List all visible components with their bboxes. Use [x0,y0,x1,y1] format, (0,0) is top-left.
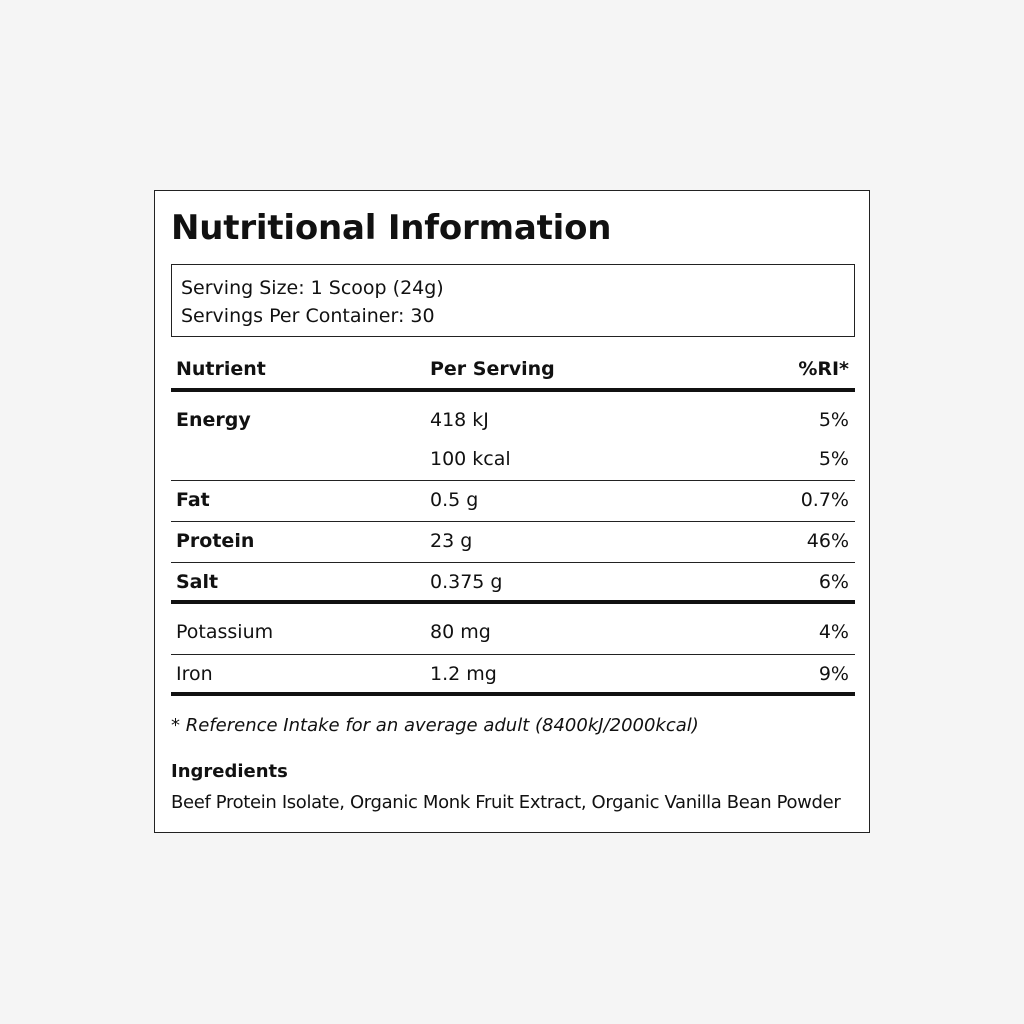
nutrient-amount: 80 mg [430,621,491,643]
nutrient-amount: 418 kJ [430,409,489,431]
nutrition-label [154,190,870,833]
table-row-energy-kcal [171,443,855,481]
nutrient-ri: 9% [818,663,849,685]
nutrient-amount: 0.375 g [430,571,503,593]
header-nutrient: Nutrient [176,358,266,380]
nutrient-amount: 0.5 g [430,489,479,511]
nutrient-name: Iron [176,663,213,685]
nutrient-ri: 5% [818,409,849,431]
nutrient-name: Energy [176,409,251,431]
ri-footnote: * Reference Intake for an average adult (8400kJ/2000kcal) [171,715,699,736]
serving-size: Serving Size: 1 Scoop (24g) [181,277,444,299]
nutrition-table [171,347,855,696]
header-ri: %RI* [798,358,849,380]
nutrient-ri: 4% [818,621,849,643]
nutrient-name: Fat [176,489,210,511]
ingredients-list: Beef Protein Isolate, Organic Monk Fruit Extract, Organic Vanilla Bean Powder [171,792,841,813]
ingredients-heading: Ingredients [171,761,288,782]
nutrient-ri: 5% [818,448,849,470]
nutrient-ri: 0.7% [800,489,849,511]
servings-per-container: Servings Per Container: 30 [181,305,435,327]
nutrient-name: Potassium [176,621,274,643]
table-header-row [171,347,855,392]
serving-info-box [171,264,855,337]
nutrient-name: Protein [176,530,255,552]
nutrient-ri: 6% [818,571,849,593]
table-row-salt [171,563,855,604]
nutrient-amount: 1.2 mg [430,663,497,685]
nutrient-name: Salt [176,571,219,593]
table-row-energy-kj [171,392,855,443]
label-title: Nutritional Information [171,208,612,248]
table-row-iron [171,655,855,696]
nutrient-amount: 100 kcal [430,448,511,470]
nutrient-ri: 46% [806,530,849,552]
table-row-potassium [171,604,855,655]
nutrient-amount: 23 g [430,530,473,552]
table-row-fat [171,481,855,522]
table-row-protein [171,522,855,563]
header-per-serving: Per Serving [430,358,555,380]
